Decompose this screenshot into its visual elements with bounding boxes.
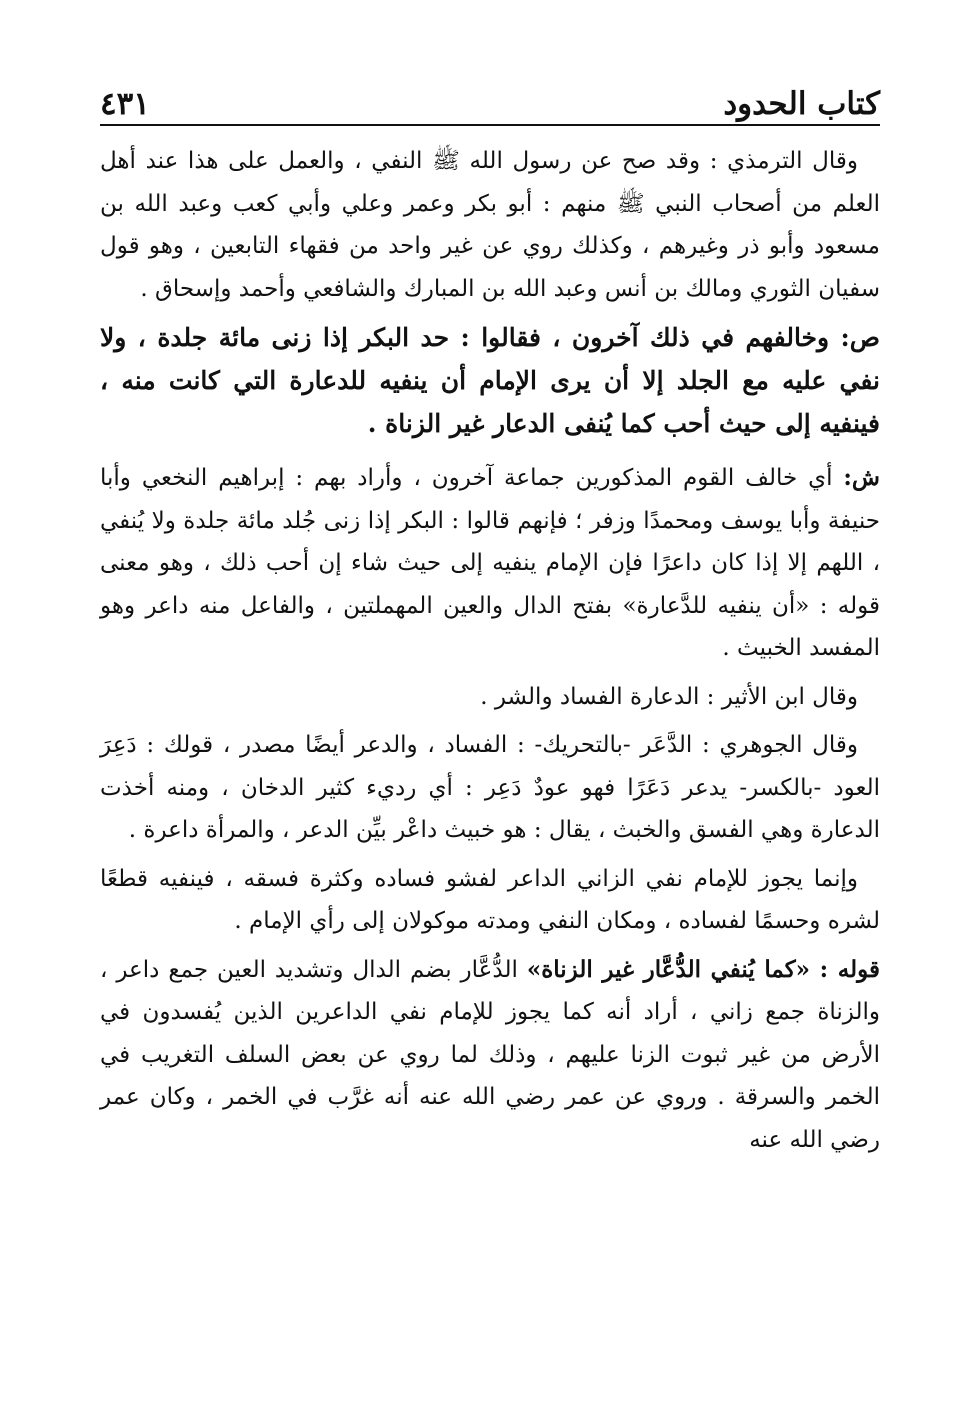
page-number: ٤٣١ xyxy=(100,86,150,122)
page-header xyxy=(100,60,880,120)
paragraph-qawluh xyxy=(100,949,880,1162)
paragraph-matn xyxy=(100,316,880,445)
paragraph-ibn-athir: وقال ابن الأثير : الدعارة الفساد والشر . xyxy=(480,683,858,710)
sharh-label: ش: xyxy=(843,464,880,491)
paragraph-tirmidhi: وقال الترمذي : وقد صح عن رسول الله ﷺ النفي ، والعمل على هذا عند أهل العلم من أصحاب النبي ﷺ منهم : أبو بكر وعمر وعلي وأبي كعب وعبد الله بن مسعود وأبو ذر وغيرهم ، وكذلك روي عن غير واحد من فقهاء التابعين ، وهو قول سفيان الثوري ومالك بن أنس وعبد الله بن المبارك والشافعي وأحمد وإسحاق . xyxy=(100,148,880,302)
paragraph-imam-exile: وإنما يجوز للإمام نفي الزاني الداعر لفشو فساده وكثرة فسقه ، فينفيه قطعًا لشره وحسمًا لفساده ، ومكان النفي ومدته موكولان إلى رأي الإمام . xyxy=(100,865,880,934)
matn-text: وخالفهم في ذلك آخرون ، فقالوا : حد البكر إذا زنى مائة جلدة ، ولا نفي عليه مع الجلد إلا أن يرى الإمام أن ينفيه للدعارة التي كانت منه ، فينفيه إلى حيث أحب كما يُنفى الدعار غير الزناة . xyxy=(100,323,880,438)
qawluh-text: الدُّعَّار بضم الدال وتشديد العين جمع داعر ، والزناة جمع زاني ، أراد أنه كما يجوز للإمام نفي الداعرين الذين يُفسدون في الأرض من غير ثبوت الزنا عليهم ، وذلك لما روي عن بعض السلف التغريب في الخمر والسرقة . وروي عن عمر رضي الله عنه أنه غرَّب في الخمر ، وكان عمر رضي الله عنه xyxy=(100,956,880,1153)
page-body xyxy=(100,140,880,1167)
sharh-text: أي خالف القوم المذكورين جماعة آخرون ، وأراد بهم : إبراهيم النخعي وأبا حنيفة وأبا يوسف ومحمدًا وزفر ؛ فإنهم قالوا : البكر إذا زنى جُلد مائة جلدة ولا يُنفي ، اللهم إلا إذا كان داعرًا فإن الإمام ينفيه إلى حيث شاء إن أحب ذلك ، وهو معنى قوله : «أن ينفيه للدَّعارة» بفتح الدال والعين المهملتين ، والفاعل منه داعر وهو المفسد الخبيث . xyxy=(100,465,880,661)
header-divider xyxy=(100,124,880,126)
qawluh-label: قوله : «كما يُنفي الدُّعَّار غير الزناة» xyxy=(526,955,881,983)
paragraph-jawhari: وقال الجوهري : الدَّعَر -بالتحريك- : الفساد ، والدعر أيضًا مصدر ، قولك : دَعِرَ العود -بالكسر- يدعر دَعَرًا فهو عودٌ دَعِر : أي رديء كثير الدخان ، ومنه أخذت الدعارة وهي الفسق والخبث ، يقال : هو خبيث داعْر بيِّن الدعر ، والمرأة داعرة . xyxy=(100,732,880,843)
running-title: كتاب الحدود xyxy=(723,86,880,122)
paragraph-sharh xyxy=(100,457,880,670)
matn-label: ص: xyxy=(840,323,880,352)
